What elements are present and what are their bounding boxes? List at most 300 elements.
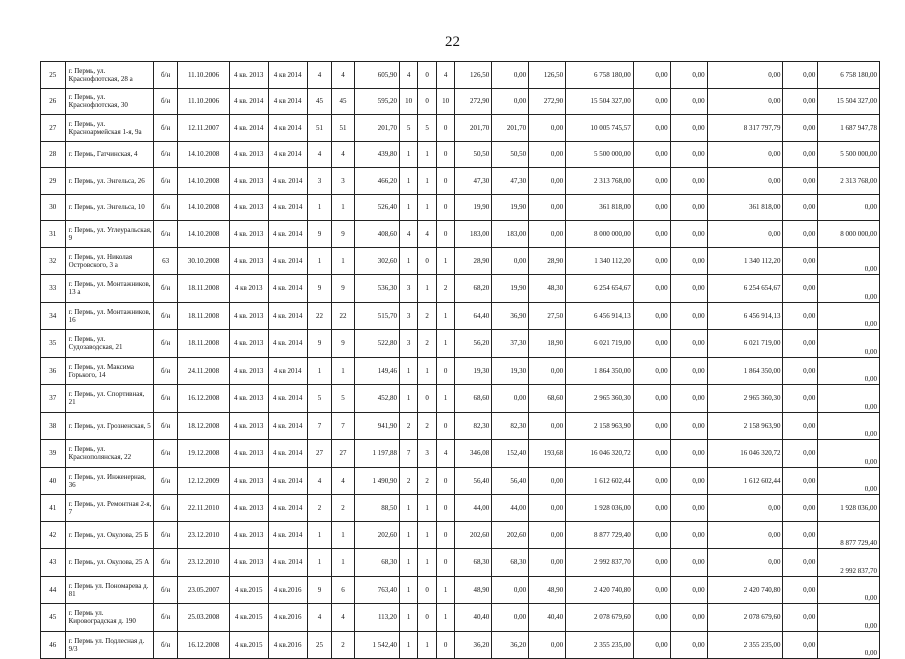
- table-cell: 0,00: [670, 521, 707, 549]
- table-cell: 0,00: [783, 357, 818, 385]
- table-cell: 4 кв. 2013: [229, 549, 268, 577]
- table-cell: 0,00: [529, 221, 566, 248]
- row-number: 38: [41, 412, 66, 440]
- table-cell: 0,00: [633, 62, 670, 89]
- table-cell: 19,30: [455, 357, 492, 385]
- table-cell: б/н: [153, 440, 178, 468]
- table-cell: 3: [399, 302, 417, 330]
- table-cell: 45: [332, 88, 355, 115]
- table-cell: 1: [418, 357, 436, 385]
- table-cell: 0: [418, 385, 436, 413]
- table-cell: 0,00: [783, 302, 818, 330]
- table-cell: 0,00: [633, 302, 670, 330]
- table-cell: 0,00: [633, 194, 670, 221]
- table-cell: 4 кв. 2013: [229, 385, 268, 413]
- table-cell: б/н: [153, 467, 178, 495]
- table-cell: 0,00: [783, 576, 818, 604]
- table-cell: 0,00: [529, 467, 566, 495]
- table-cell: 0,00: [818, 357, 880, 385]
- table-cell: 6: [332, 576, 355, 604]
- table-cell: 0,00: [670, 168, 707, 195]
- table-cell: 1: [418, 141, 436, 168]
- table-cell: 0,00: [707, 521, 783, 549]
- table-cell: 0: [436, 115, 454, 142]
- table-cell: 4: [418, 221, 436, 248]
- table-cell: 4: [399, 62, 417, 89]
- table-cell: 0,00: [633, 412, 670, 440]
- table-cell: 15 504 327,00: [818, 88, 880, 115]
- table-row: [41, 357, 880, 385]
- table-cell: 0,00: [818, 631, 880, 659]
- table-cell: 0,00: [783, 275, 818, 303]
- address-cell: г. Пермь, ул. Максима Горького, 14: [65, 357, 153, 385]
- table-cell: 1 197,88: [354, 440, 399, 468]
- table-cell: 0,00: [818, 275, 880, 303]
- address-cell: г. Пермь, ул. Монтажников, 16: [65, 302, 153, 330]
- table-cell: 595,20: [354, 88, 399, 115]
- table-cell: 4 кв 2014: [268, 88, 307, 115]
- table-cell: 9: [332, 221, 355, 248]
- table-row: [41, 275, 880, 303]
- table-cell: 4 кв. 2014: [268, 467, 307, 495]
- table-cell: 0,00: [529, 194, 566, 221]
- table-cell: 0,00: [818, 247, 880, 275]
- row-number: 33: [41, 275, 66, 303]
- table-cell: 346,08: [455, 440, 492, 468]
- table-cell: 4 кв. 2013: [229, 330, 268, 358]
- address-cell: г. Пермь, ул. Краснофлотская, 30: [65, 88, 153, 115]
- table-cell: 0,00: [633, 631, 670, 659]
- table-cell: 0,00: [633, 385, 670, 413]
- table-row: [41, 440, 880, 468]
- table-cell: 2 158 963,90: [707, 412, 783, 440]
- table-cell: 44,00: [492, 495, 529, 522]
- table-cell: 1: [418, 275, 436, 303]
- table-cell: 63: [153, 247, 178, 275]
- table-cell: 0,00: [670, 302, 707, 330]
- table-cell: 2: [399, 467, 417, 495]
- table-cell: 2 313 768,00: [566, 168, 634, 195]
- table-cell: 0,00: [633, 576, 670, 604]
- table-cell: 0,00: [670, 194, 707, 221]
- table-cell: 6 758 180,00: [818, 62, 880, 89]
- table-cell: 0: [436, 495, 454, 522]
- table-cell: 0,00: [529, 631, 566, 659]
- table-row: [41, 194, 880, 221]
- table-cell: 6 254 654,67: [707, 275, 783, 303]
- table-cell: 0: [436, 221, 454, 248]
- table-cell: 1 340 112,20: [566, 247, 634, 275]
- table-cell: 4 кв. 2013: [229, 141, 268, 168]
- row-number: 31: [41, 221, 66, 248]
- table-cell: 68,20: [455, 275, 492, 303]
- table-cell: 9: [332, 330, 355, 358]
- table-cell: 23.05.2007: [178, 576, 229, 604]
- table-cell: 4 кв.2016: [268, 631, 307, 659]
- row-number: 44: [41, 576, 66, 604]
- table-cell: 0,00: [707, 141, 783, 168]
- table-row: [41, 168, 880, 195]
- table-row: [41, 115, 880, 142]
- table-cell: 4 кв. 2013: [229, 495, 268, 522]
- table-cell: 4 кв. 2014: [268, 168, 307, 195]
- table-cell: 0: [436, 521, 454, 549]
- table-cell: б/н: [153, 385, 178, 413]
- table-cell: 4: [436, 440, 454, 468]
- table-cell: б/н: [153, 495, 178, 522]
- table-cell: 0,00: [633, 467, 670, 495]
- table-cell: 1 687 947,78: [818, 115, 880, 142]
- table-cell: 0,00: [783, 385, 818, 413]
- table-cell: 2: [418, 467, 436, 495]
- row-number: 26: [41, 88, 66, 115]
- table-cell: 1: [436, 576, 454, 604]
- table-cell: 1: [399, 549, 417, 577]
- table-cell: 0,00: [633, 330, 670, 358]
- table-cell: 0,00: [492, 62, 529, 89]
- table-cell: 2 355 235,00: [566, 631, 634, 659]
- table-cell: 1 542,40: [354, 631, 399, 659]
- table-cell: б/н: [153, 604, 178, 632]
- table-cell: 2: [399, 412, 417, 440]
- table-cell: 0,00: [633, 495, 670, 522]
- table-cell: 0: [418, 604, 436, 632]
- table-cell: 4 кв. 2013: [229, 62, 268, 89]
- table-cell: 1: [399, 168, 417, 195]
- table-cell: б/н: [153, 521, 178, 549]
- table-cell: 0,00: [670, 576, 707, 604]
- table-cell: 0: [418, 62, 436, 89]
- table-cell: 0,00: [670, 631, 707, 659]
- table-cell: 0,00: [707, 495, 783, 522]
- table-cell: б/н: [153, 221, 178, 248]
- table-cell: 28,90: [529, 247, 566, 275]
- table-cell: 1 928 036,00: [818, 495, 880, 522]
- table-cell: 25: [307, 631, 332, 659]
- table-cell: 19,30: [492, 357, 529, 385]
- table-cell: 7: [307, 412, 332, 440]
- table-cell: б/н: [153, 631, 178, 659]
- table-cell: 4 кв. 2014: [229, 88, 268, 115]
- table-cell: 0: [436, 194, 454, 221]
- table-cell: 16.12.2008: [178, 385, 229, 413]
- table-cell: 3: [399, 330, 417, 358]
- table-cell: 8 317 797,79: [707, 115, 783, 142]
- address-cell: г. Пермь, Гатчинская, 4: [65, 141, 153, 168]
- table-cell: 1: [399, 357, 417, 385]
- table-cell: 408,60: [354, 221, 399, 248]
- table-cell: 0,00: [670, 467, 707, 495]
- table-cell: 4 кв.2015: [229, 576, 268, 604]
- table-cell: 2 355 235,00: [707, 631, 783, 659]
- table-cell: 1: [332, 549, 355, 577]
- table-cell: б/н: [153, 576, 178, 604]
- table-cell: 1: [436, 385, 454, 413]
- row-number: 25: [41, 62, 66, 89]
- table-cell: 68,60: [529, 385, 566, 413]
- row-number: 46: [41, 631, 66, 659]
- table-cell: 2 078 679,60: [566, 604, 634, 632]
- table-cell: 0,00: [783, 62, 818, 89]
- table-cell: 183,00: [455, 221, 492, 248]
- table-cell: 0,00: [633, 221, 670, 248]
- table-cell: 18.12.2008: [178, 412, 229, 440]
- table-cell: 4 кв. 2014: [268, 521, 307, 549]
- table-cell: 1: [307, 194, 332, 221]
- table-cell: 16 046 320,72: [707, 440, 783, 468]
- table-cell: 0,00: [529, 168, 566, 195]
- table-cell: 14.10.2008: [178, 221, 229, 248]
- row-number: 42: [41, 521, 66, 549]
- address-cell: г. Пермь, ул. Николая Островского, 3 а: [65, 247, 153, 275]
- table-cell: 10: [399, 88, 417, 115]
- table-cell: 5: [418, 115, 436, 142]
- table-cell: 0,00: [633, 115, 670, 142]
- address-cell: г. Пермь, ул. Инженерная, 36: [65, 467, 153, 495]
- table-cell: 0,00: [818, 330, 880, 358]
- address-cell: г. Пермь, ул. Судозаводская, 21: [65, 330, 153, 358]
- table-cell: 0,00: [633, 549, 670, 577]
- table-row: [41, 412, 880, 440]
- table-cell: 0,00: [783, 521, 818, 549]
- table-cell: 2: [418, 412, 436, 440]
- table-cell: 515,70: [354, 302, 399, 330]
- table-cell: 0,00: [783, 495, 818, 522]
- table-cell: 1: [399, 194, 417, 221]
- address-cell: г. Пермь, ул. Монтажников, 13 а: [65, 275, 153, 303]
- table-cell: 4: [332, 467, 355, 495]
- table-cell: 1: [436, 604, 454, 632]
- table-cell: 9: [307, 330, 332, 358]
- table-cell: 0,00: [818, 194, 880, 221]
- table-cell: 452,80: [354, 385, 399, 413]
- address-cell: г. Пермь, ул. Грозненская, 5: [65, 412, 153, 440]
- address-cell: г. Пермь, ул. Краснофлотская, 28 а: [65, 62, 153, 89]
- table-cell: 44,00: [455, 495, 492, 522]
- table-cell: 6 758 180,00: [566, 62, 634, 89]
- table-cell: 4 кв. 2013: [229, 467, 268, 495]
- address-cell: г. Пермь, ул. Окулова, 25 А: [65, 549, 153, 577]
- table-cell: 64,40: [455, 302, 492, 330]
- table-cell: 0,00: [783, 330, 818, 358]
- table-cell: 0,00: [492, 604, 529, 632]
- table-cell: 1: [418, 549, 436, 577]
- table-cell: 4 кв. 2014: [268, 412, 307, 440]
- table-cell: 5: [332, 385, 355, 413]
- table-cell: 0,00: [492, 576, 529, 604]
- table-cell: 19,90: [455, 194, 492, 221]
- table-cell: 4 кв. 2013: [229, 221, 268, 248]
- table-cell: 4: [307, 141, 332, 168]
- table-cell: 4 кв. 2014: [268, 385, 307, 413]
- table-cell: 5 500 000,00: [818, 141, 880, 168]
- table-cell: 4: [307, 604, 332, 632]
- table-cell: б/н: [153, 302, 178, 330]
- row-number: 27: [41, 115, 66, 142]
- address-cell: г. Пермь, ул. Окулова, 25 Б: [65, 521, 153, 549]
- table-cell: 4 кв 2014: [268, 357, 307, 385]
- table-cell: 0,00: [670, 62, 707, 89]
- table-row: [41, 576, 880, 604]
- table-cell: 0,00: [783, 467, 818, 495]
- table-cell: 201,70: [492, 115, 529, 142]
- table-cell: 1: [399, 385, 417, 413]
- table-cell: 0,00: [670, 495, 707, 522]
- table-cell: 11.10.2006: [178, 88, 229, 115]
- table-cell: 48,90: [529, 576, 566, 604]
- table-cell: 4 кв. 2014: [268, 194, 307, 221]
- table-cell: 40,40: [529, 604, 566, 632]
- table-cell: 1: [332, 521, 355, 549]
- table-body: [41, 62, 880, 659]
- table-cell: 2 078 679,60: [707, 604, 783, 632]
- table-cell: 2 158 963,90: [566, 412, 634, 440]
- table-cell: 56,20: [455, 330, 492, 358]
- table-cell: 4: [436, 62, 454, 89]
- row-number: 37: [41, 385, 66, 413]
- table-cell: 6 456 914,13: [707, 302, 783, 330]
- row-number: 39: [41, 440, 66, 468]
- table-cell: 1: [399, 141, 417, 168]
- table-cell: 1 490,90: [354, 467, 399, 495]
- table-cell: 0: [436, 412, 454, 440]
- table-cell: 4 кв. 2013: [229, 302, 268, 330]
- table-cell: 149,46: [354, 357, 399, 385]
- table-cell: 0,00: [818, 412, 880, 440]
- table-cell: 0,00: [818, 576, 880, 604]
- table-cell: 4 кв.2016: [268, 604, 307, 632]
- table-cell: 4: [399, 221, 417, 248]
- table-cell: 4 кв. 2014: [268, 330, 307, 358]
- table-row: [41, 467, 880, 495]
- table-cell: 1: [418, 194, 436, 221]
- table-cell: 3: [307, 168, 332, 195]
- table-cell: 0,00: [783, 168, 818, 195]
- table-cell: 24.11.2008: [178, 357, 229, 385]
- row-number: 43: [41, 549, 66, 577]
- table-cell: 51: [307, 115, 332, 142]
- table-cell: 1 928 036,00: [566, 495, 634, 522]
- address-cell: г. Пермь, ул. Углеуральская, 9: [65, 221, 153, 248]
- table-cell: 0,00: [670, 385, 707, 413]
- table-cell: 0: [436, 357, 454, 385]
- table-cell: 2 420 740,80: [566, 576, 634, 604]
- table-cell: 82,30: [492, 412, 529, 440]
- table-cell: 0,00: [783, 141, 818, 168]
- table-cell: 0,00: [633, 604, 670, 632]
- table-cell: 4 кв. 2013: [229, 357, 268, 385]
- table-cell: 22.11.2010: [178, 495, 229, 522]
- table-cell: 763,40: [354, 576, 399, 604]
- table-cell: 0,00: [633, 247, 670, 275]
- table-cell: б/н: [153, 141, 178, 168]
- table-row: [41, 247, 880, 275]
- table-cell: 0,00: [707, 221, 783, 248]
- table-cell: 2 992 837,70: [818, 549, 880, 577]
- table-cell: 0: [436, 141, 454, 168]
- table-cell: 36,20: [492, 631, 529, 659]
- row-number: 29: [41, 168, 66, 195]
- row-number: 30: [41, 194, 66, 221]
- table-cell: 0,00: [783, 221, 818, 248]
- table-cell: 605,90: [354, 62, 399, 89]
- table-cell: 0: [418, 247, 436, 275]
- table-cell: 0,00: [818, 604, 880, 632]
- table-cell: 0: [418, 88, 436, 115]
- table-cell: 193,68: [529, 440, 566, 468]
- table-cell: 40,40: [455, 604, 492, 632]
- table-cell: 0,00: [783, 549, 818, 577]
- table-cell: 82,30: [455, 412, 492, 440]
- table-cell: 9: [307, 221, 332, 248]
- table-cell: б/н: [153, 357, 178, 385]
- table-cell: 6 254 654,67: [566, 275, 634, 303]
- table-cell: 0,00: [633, 168, 670, 195]
- table-cell: 8 877 729,40: [818, 521, 880, 549]
- address-cell: г. Пермь, ул. Красноармейская 1-я, 9а: [65, 115, 153, 142]
- table-cell: 202,60: [455, 521, 492, 549]
- table-cell: 2 420 740,80: [707, 576, 783, 604]
- address-cell: г. Пермь ул. Кировоградская д. 190: [65, 604, 153, 632]
- table-cell: 22: [307, 302, 332, 330]
- table-cell: 68,30: [455, 549, 492, 577]
- table-cell: 4 кв. 2014: [268, 275, 307, 303]
- table-cell: 27,50: [529, 302, 566, 330]
- table-cell: 1: [399, 247, 417, 275]
- table-cell: 0,00: [818, 440, 880, 468]
- table-cell: 7: [332, 412, 355, 440]
- table-cell: 27: [332, 440, 355, 468]
- table-row: [41, 631, 880, 659]
- table-row: [41, 141, 880, 168]
- table-cell: 202,60: [354, 521, 399, 549]
- row-number: 34: [41, 302, 66, 330]
- table-row: [41, 62, 880, 89]
- table-cell: 16 046 320,72: [566, 440, 634, 468]
- table-row: [41, 302, 880, 330]
- table-cell: 5: [307, 385, 332, 413]
- table-cell: 0: [418, 576, 436, 604]
- table-cell: 0,00: [529, 141, 566, 168]
- table-cell: 9: [307, 275, 332, 303]
- table-cell: 37,30: [492, 330, 529, 358]
- table-cell: 361 818,00: [707, 194, 783, 221]
- table-cell: б/н: [153, 194, 178, 221]
- row-number: 40: [41, 467, 66, 495]
- table-cell: б/н: [153, 549, 178, 577]
- table-cell: 19,90: [492, 194, 529, 221]
- table-cell: 0,00: [529, 357, 566, 385]
- table-cell: 0,00: [670, 115, 707, 142]
- table-cell: 22: [332, 302, 355, 330]
- table-row: [41, 495, 880, 522]
- table-row: [41, 221, 880, 248]
- table-cell: 4 кв. 2013: [229, 412, 268, 440]
- table-cell: 0,00: [670, 141, 707, 168]
- table-cell: 0,00: [670, 412, 707, 440]
- table-row: [41, 549, 880, 577]
- table-cell: 27: [307, 440, 332, 468]
- table-cell: 1: [418, 631, 436, 659]
- table-cell: 0,00: [783, 115, 818, 142]
- table-cell: 1 612 602,44: [707, 467, 783, 495]
- table-cell: 23.12.2010: [178, 521, 229, 549]
- table-cell: 1: [399, 521, 417, 549]
- table-cell: 0,00: [529, 495, 566, 522]
- table-cell: 8 877 729,40: [566, 521, 634, 549]
- table-row: [41, 521, 880, 549]
- table-cell: 8 000 000,00: [566, 221, 634, 248]
